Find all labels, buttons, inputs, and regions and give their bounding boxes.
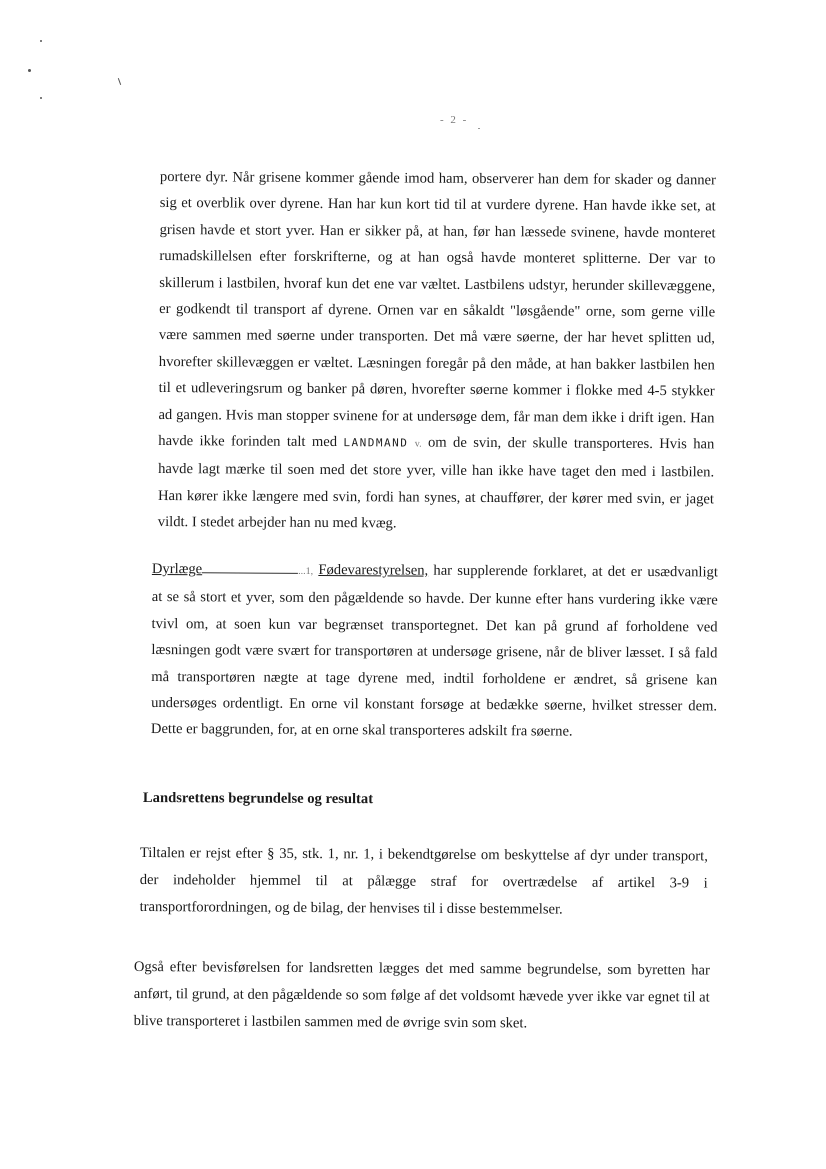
scan-speck bbox=[28, 69, 31, 72]
paragraph-text: portere dyr. Når grisene kommer gående imod ham, observerer han dem for skader og danner sig et overblik over dyrene. Han har kun kort tid til at vurdere dyrene. Han havde ikke set, at grisen havde et stort yver. Han er sikker på, at han, før han læssede svinene, havde monteret rumadskillelsen efter forskrifterne, og at han også havde monteret splitterne. Der var to skillerum i lastbilen, hvoraf kun det ene var væltet. Lastbilens udstyr, herunder skillevæggene, er godkendt til transport af dyrene. Ornen var en såkaldt "løsgående" orne, som gerne ville være sammen med søerne under transporten. Det må være søerne, der har hevet splitten ud, hvorefter skillevæggen er væltet. Læsningen foregår på den måde, at han bakker lastbilen hen til et udleveringsrum og banker på døren, hvorefter søerne kommer i flokke med 4-5 stykker ad gangen. Hvis man stopper svinene for at undersøge dem, får man dem ikke i drift igen. Han havde ikke forinden talt med bbox=[158, 168, 716, 451]
testimony-paragraph bbox=[158, 164, 716, 539]
scan-speck bbox=[118, 78, 121, 85]
faded-mark: v. bbox=[414, 438, 422, 450]
charge-paragraph: Tiltalen er rejst efter § 35, stk. 1, nr. 1, i bekendtgørelse om beskyttelse af dyr under transport, der indeholder hjemmel til at pålægge straf for overtrædelse af artikel 3-9 i transportforordningen, og de bilag, der henvises til i disse bestemmelser. bbox=[139, 844, 708, 918]
paragraph-text: om de svin, der skulle transporteres. Hvis han havde lagt mærke til soen med det store yver, ville han ikke have taget den med i lastbilen. Han kører ikke længere med svin, fordi han synes, at chauffører, der kører med svin, er jaget vildt. I stedet arbejder han nu med kvæg. bbox=[157, 434, 715, 532]
veterinarian-paragraph bbox=[151, 556, 718, 746]
veterinarian-label: Dyrlæge bbox=[151, 560, 203, 578]
scan-speck bbox=[40, 97, 42, 99]
ruling-paragraph: Også efter bevisførelsen for landsretten lægges det med samme begrundelse, som byretten har anført, til grund, at den pågældende so som følge af det voldsomt hævede yver ikke var egnet til at blive transporteret i lastbilen sammen med de øvrige svin som sket. bbox=[133, 958, 710, 1032]
paragraph-text: har supplerende forklaret, at det er usædvanligt at se så stort et yver, som den pågældende so havde. Der kunne efter hans vurdering ikke være tvivl om, at soen kun var begrænset transportegnet. Det kan på grund af forholdene ved læsningen godt være svært for transportøren at undersøge grisene, når de bliver læsset. I så fald må transportøren nægte at tage dyrene med, indtil forholdene er ændret, så grisene kan undersøges ordentligt. En orne vil konstant forsøge at bedække søerne, hvilket stresser dem. Dette er baggrunden, for, at en orne skal transporteres adskilt fra søerne. bbox=[150, 562, 718, 741]
handwritten-annotation: LANDMAND bbox=[343, 436, 409, 450]
redacted-name bbox=[202, 562, 298, 574]
faded-mark: ...1, bbox=[298, 565, 314, 577]
page-number: - 2 - bbox=[440, 114, 469, 126]
scan-speck bbox=[478, 128, 480, 129]
agency-name: Fødevarestyrelsen, bbox=[318, 562, 429, 579]
section-heading: Landsrettens begrundelse og resultat bbox=[142, 790, 374, 808]
scan-speck bbox=[40, 40, 42, 42]
